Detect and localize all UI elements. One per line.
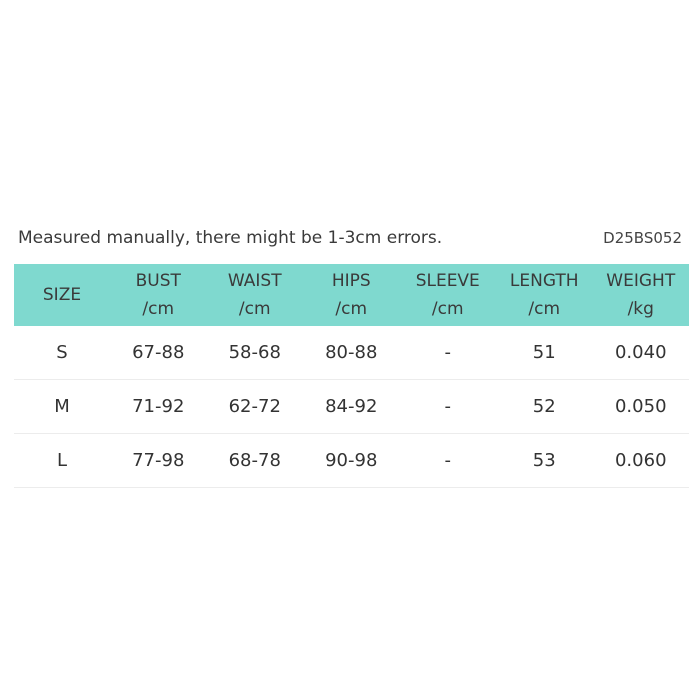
header-weight xyxy=(593,264,690,326)
header-label: SLEEVE xyxy=(415,271,480,291)
cell-sleeve: - xyxy=(400,434,497,488)
cell-weight: 0.040 xyxy=(593,326,690,380)
measurement-disclaimer: Measured manually, there might be 1-3cm errors. xyxy=(18,228,443,248)
cell-size: M xyxy=(14,380,110,434)
header-length xyxy=(496,264,593,326)
header-hips xyxy=(303,264,400,326)
header-label: WEIGHT xyxy=(606,271,676,291)
header-waist xyxy=(207,264,304,326)
product-code: D25BS052 xyxy=(603,229,682,247)
cell-sleeve: - xyxy=(400,380,497,434)
cell-bust: 67-88 xyxy=(110,326,207,380)
cell-sleeve: - xyxy=(400,326,497,380)
cell-weight: 0.050 xyxy=(593,380,690,434)
cell-bust: 77-98 xyxy=(110,434,207,488)
table-row xyxy=(14,326,689,380)
cell-hips: 90-98 xyxy=(303,434,400,488)
cell-waist: 68-78 xyxy=(207,434,304,488)
header-bust xyxy=(110,264,207,326)
header-size xyxy=(14,264,110,326)
cell-hips: 80-88 xyxy=(303,326,400,380)
header-label: LENGTH xyxy=(509,271,579,291)
table-header-row xyxy=(14,264,689,326)
cell-length: 51 xyxy=(496,326,593,380)
cell-waist: 62-72 xyxy=(207,380,304,434)
cell-waist: 58-68 xyxy=(207,326,304,380)
header-label: BUST xyxy=(135,271,181,291)
table-row xyxy=(14,380,689,434)
cell-length: 53 xyxy=(496,434,593,488)
table-row xyxy=(14,434,689,488)
size-chart-table xyxy=(14,264,689,488)
header-label: SIZE xyxy=(42,285,82,305)
cell-hips: 84-92 xyxy=(303,380,400,434)
cell-size: L xyxy=(14,434,110,488)
header-sleeve xyxy=(400,264,497,326)
header-unit: /cm xyxy=(335,299,368,319)
header-unit: /cm xyxy=(528,299,561,319)
cell-size: S xyxy=(14,326,110,380)
cell-bust: 71-92 xyxy=(110,380,207,434)
header-unit: /cm xyxy=(431,299,464,319)
header-label: WAIST xyxy=(227,271,282,291)
header-unit: /kg xyxy=(627,299,654,319)
cell-length: 52 xyxy=(496,380,593,434)
measurement-note-row xyxy=(18,226,682,250)
header-unit: /cm xyxy=(142,299,175,319)
header-unit: /cm xyxy=(238,299,271,319)
header-label: HIPS xyxy=(331,271,371,291)
cell-weight: 0.060 xyxy=(593,434,690,488)
